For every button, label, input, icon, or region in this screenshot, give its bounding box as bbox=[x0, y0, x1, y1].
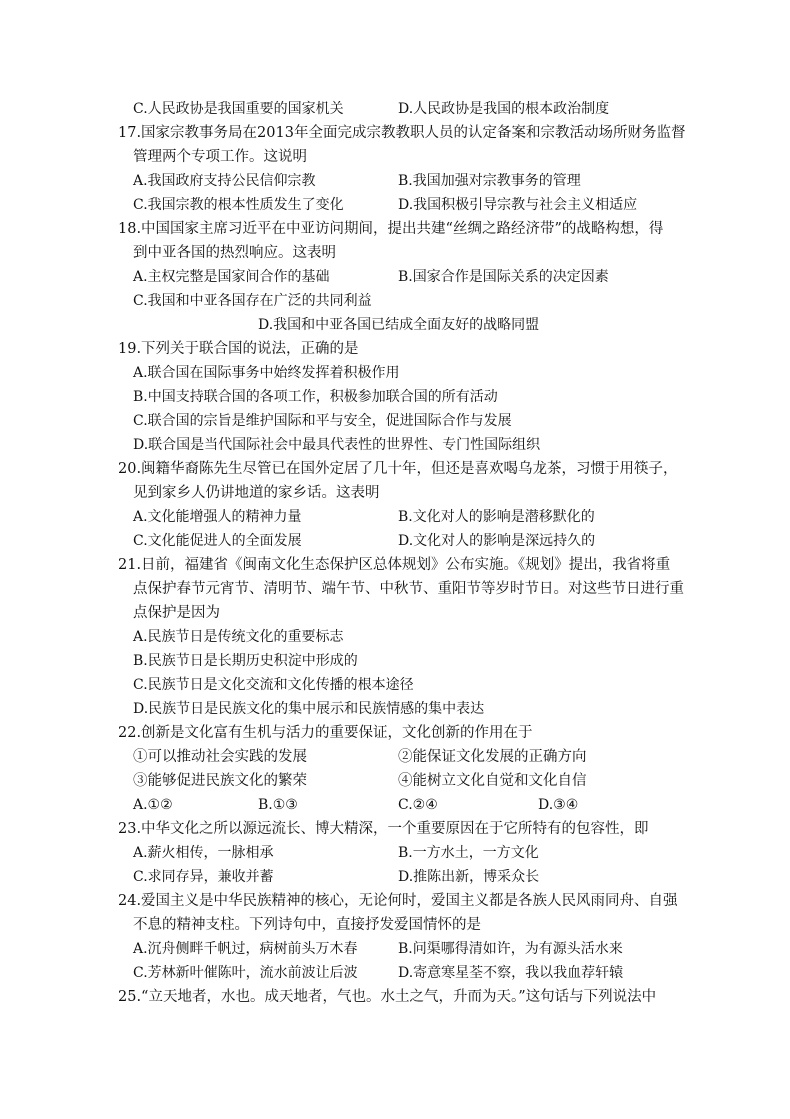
option-text-line: C.②④ bbox=[398, 797, 438, 813]
option-text-line: B.国家合作是国际关系的决定因素 bbox=[398, 269, 609, 285]
question-text-line: 到中亚各国的热烈响应。这表明 bbox=[133, 245, 336, 261]
question-text-line: 17.国家宗教事务局在2013年全面完成宗教教职人员的认定备案和宗教活动场所财务监督 bbox=[118, 125, 686, 141]
option-text-line: A.民族节日是传统文化的重要标志 bbox=[133, 629, 344, 645]
option-text-line: B.①③ bbox=[258, 797, 298, 813]
option-text-line: A.我国政府支持公民信仰宗教 bbox=[133, 173, 316, 189]
question-text-line: 点保护是因为 bbox=[133, 605, 220, 621]
question-text-line: 21.日前，福建省《闽南文化生态保护区总体规划》公布实施。《规划》提出，我省将重 bbox=[118, 557, 671, 573]
option-text-line: D.我国积极引导宗教与社会主义相适应 bbox=[398, 197, 638, 213]
option-text-line: C.我国宗教的根本性质发生了变化 bbox=[133, 197, 344, 213]
option-text-line: D.我国和中亚各国已结成全面友好的战略同盟 bbox=[258, 317, 540, 333]
option-text-line: B.文化对人的影响是潜移默化的 bbox=[398, 509, 595, 525]
option-text-line: D.民族节日是民族文化的集中展示和民族情感的集中表达 bbox=[133, 701, 485, 717]
option-text-line: B.民族节日是长期历史积淀中形成的 bbox=[133, 653, 358, 669]
question-text-line: 点保护春节元宵节、清明节、端午节、中秋节、重阳节等岁时节日。对这些节日进行重 bbox=[133, 581, 684, 597]
option-text-line: B.问渠哪得清如许，为有源头活水来 bbox=[398, 941, 623, 957]
question-text-line: 20.闽籍华裔陈先生尽管已在国外定居了几十年，但还是喜欢喝乌龙茶，习惯于用筷子， bbox=[118, 461, 678, 477]
question-text-line: ③能够促进民族文化的繁荣 bbox=[133, 773, 307, 789]
option-text-line: A.文化能增强人的精神力量 bbox=[133, 509, 302, 525]
question-text-line: ②能保证文化发展的正确方向 bbox=[398, 749, 587, 765]
option-text-line: A.薪火相传，一脉相承 bbox=[133, 845, 274, 861]
question-text-line: 18.中国国家主席习近平在中亚访问期间，提出共建“丝绸之路经济带”的战略构想，得 bbox=[118, 221, 664, 237]
option-text-line: B.中国支持联合国的各项工作，积极参加联合国的所有活动 bbox=[133, 389, 498, 405]
option-text-line: B.我国加强对宗教事务的管理 bbox=[398, 173, 581, 189]
option-text-line: C.我国和中亚各国存在广泛的共同利益 bbox=[133, 293, 372, 309]
option-text-line: A.联合国在国际事务中始终发挥着积极作用 bbox=[133, 365, 400, 381]
question-text-line: 见到家乡人仍讲地道的家乡话。这表明 bbox=[133, 485, 380, 501]
option-text-line: D.联合国是当代国际社会中最具代表性的世界性、专门性国际组织 bbox=[133, 437, 541, 453]
question-text-line: 24.爱国主义是中华民族精神的核心，无论何时，爱国主义都是各族人民风雨同舟、自强 bbox=[118, 893, 678, 909]
option-text-line: A.沉舟侧畔千帆过，病树前头万木春 bbox=[133, 941, 358, 957]
option-text-line: A.①② bbox=[133, 797, 173, 813]
option-text-line: D.③④ bbox=[538, 797, 579, 813]
question-text-line: ①可以推动社会实践的发展 bbox=[133, 749, 307, 765]
question-text-line: ④能树立文化自觉和文化自信 bbox=[398, 773, 587, 789]
option-text-line: A.主权完整是国家间合作的基础 bbox=[133, 269, 330, 285]
question-text-line: 19.下列关于联合国的说法，正确的是 bbox=[118, 341, 359, 357]
option-text-line: D.寄意寒星荃不察，我以我血荐轩辕 bbox=[398, 965, 624, 981]
option-text-line: C.求同存异，兼收并蓄 bbox=[133, 869, 274, 885]
question-text-line: 不息的精神支柱。下列诗句中，直接抒发爱国情怀的是 bbox=[133, 917, 481, 933]
option-text-line: C.人民政协是我国重要的国家机关 bbox=[133, 101, 344, 117]
option-text-line: D.人民政协是我国的根本政治制度 bbox=[398, 101, 610, 117]
question-text-line: 22.创新是文化富有生机与活力的重要保证，文化创新的作用在于 bbox=[118, 725, 533, 741]
option-text-line: C.芳林新叶催陈叶，流水前波让后波 bbox=[133, 965, 358, 981]
question-text-line: 23.中华文化之所以源远流长、博大精深，一个重要原因在于它所特有的包容性，即 bbox=[118, 821, 649, 837]
option-text-line: C.民族节日是文化交流和文化传播的根本途径 bbox=[133, 677, 414, 693]
option-text-line: D.文化对人的影响是深远持久的 bbox=[398, 533, 596, 549]
question-text-line: 25.“立天地者，水也。成天地者，气也。水土之气，升而为天。”这句话与下列说法中 bbox=[118, 989, 657, 1005]
option-text-line: D.推陈出新，博采众长 bbox=[398, 869, 540, 885]
option-text-line: C.联合国的宗旨是维护国际和平与安全，促进国际合作与发展 bbox=[133, 413, 512, 429]
option-text-line: B.一方水土，一方文化 bbox=[398, 845, 539, 861]
question-text-line: 管理两个专项工作。这说明 bbox=[133, 149, 307, 165]
option-text-line: C.文化能促进人的全面发展 bbox=[133, 533, 302, 549]
